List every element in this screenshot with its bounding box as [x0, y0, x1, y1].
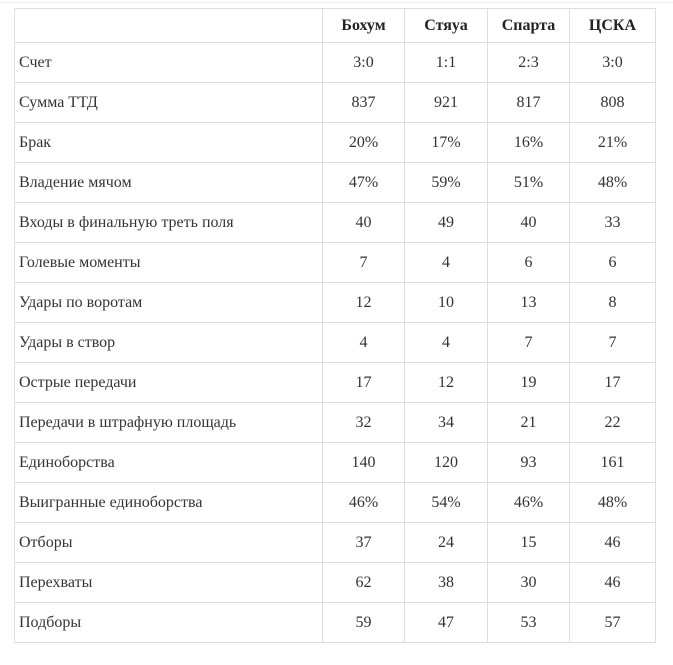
stat-value-cell: 59%: [405, 163, 488, 203]
table-row: [15, 523, 656, 563]
match-stats-table: [14, 8, 656, 643]
stat-value-cell: 47: [405, 603, 488, 643]
stat-value-cell: 17: [323, 363, 405, 403]
stat-value-cell: 46: [570, 523, 656, 563]
stat-value-cell: 37: [323, 523, 405, 563]
stat-label-cell: Счет: [15, 43, 323, 83]
team-header-cell: Бохум: [323, 9, 405, 43]
stat-value-cell: 7: [488, 323, 570, 363]
page-top-divider: [0, 2, 673, 3]
table-row: [15, 243, 656, 283]
team-header-cell: Стяуа: [405, 9, 488, 43]
table-row: [15, 443, 656, 483]
team-header-cell: ЦСКА: [570, 9, 656, 43]
stat-label-cell: Единоборства: [15, 443, 323, 483]
stat-value-cell: 4: [323, 323, 405, 363]
stat-value-cell: 16%: [488, 123, 570, 163]
stat-value-cell: 62: [323, 563, 405, 603]
team-header-cell: Спарта: [488, 9, 570, 43]
stat-value-cell: 46%: [323, 483, 405, 523]
stat-value-cell: 4: [405, 323, 488, 363]
stat-value-cell: 54%: [405, 483, 488, 523]
stat-value-cell: 46: [570, 563, 656, 603]
stat-value-cell: 10: [405, 283, 488, 323]
stat-value-cell: 1:1: [405, 43, 488, 83]
stat-label-cell: Отборы: [15, 523, 323, 563]
stat-value-cell: 21: [488, 403, 570, 443]
stat-value-cell: 837: [323, 83, 405, 123]
header-row: [15, 9, 656, 43]
table-row: [15, 323, 656, 363]
stat-label-cell: Голевые моменты: [15, 243, 323, 283]
table-row: [15, 603, 656, 643]
stat-label-cell: Острые передачи: [15, 363, 323, 403]
stat-value-cell: 19: [488, 363, 570, 403]
stat-value-cell: 4: [405, 243, 488, 283]
stat-label-cell: Удары в створ: [15, 323, 323, 363]
stat-value-cell: 7: [570, 323, 656, 363]
table-row: [15, 123, 656, 163]
corner-cell: [15, 9, 323, 43]
stat-value-cell: 12: [323, 283, 405, 323]
table-row: [15, 203, 656, 243]
stat-label-cell: Брак: [15, 123, 323, 163]
stat-label-cell: Входы в финальную треть поля: [15, 203, 323, 243]
stat-value-cell: 817: [488, 83, 570, 123]
table-row: [15, 43, 656, 83]
table-row: [15, 83, 656, 123]
stat-value-cell: 34: [405, 403, 488, 443]
stat-label-cell: Сумма ТТД: [15, 83, 323, 123]
stat-value-cell: 161: [570, 443, 656, 483]
table-row: [15, 403, 656, 443]
stat-value-cell: 24: [405, 523, 488, 563]
stat-value-cell: 808: [570, 83, 656, 123]
stat-value-cell: 921: [405, 83, 488, 123]
table-row: [15, 283, 656, 323]
stat-label-cell: Подборы: [15, 603, 323, 643]
stat-value-cell: 32: [323, 403, 405, 443]
stat-value-cell: 6: [488, 243, 570, 283]
page: [0, 2, 673, 665]
stat-value-cell: 51%: [488, 163, 570, 203]
stat-label-cell: Передачи в штрафную площадь: [15, 403, 323, 443]
stat-value-cell: 49: [405, 203, 488, 243]
stat-value-cell: 6: [570, 243, 656, 283]
stat-value-cell: 3:0: [570, 43, 656, 83]
stat-value-cell: 17: [570, 363, 656, 403]
stat-label-cell: Выигранные единоборства: [15, 483, 323, 523]
stat-value-cell: 40: [488, 203, 570, 243]
stat-value-cell: 21%: [570, 123, 656, 163]
stat-value-cell: 59: [323, 603, 405, 643]
stat-value-cell: 47%: [323, 163, 405, 203]
stat-value-cell: 30: [488, 563, 570, 603]
stat-value-cell: 57: [570, 603, 656, 643]
stat-value-cell: 46%: [488, 483, 570, 523]
stat-label-cell: Владение мячом: [15, 163, 323, 203]
stat-value-cell: 17%: [405, 123, 488, 163]
table-row: [15, 363, 656, 403]
stat-value-cell: 48%: [570, 163, 656, 203]
stat-value-cell: 120: [405, 443, 488, 483]
stat-value-cell: 15: [488, 523, 570, 563]
stat-value-cell: 38: [405, 563, 488, 603]
stat-value-cell: 8: [570, 283, 656, 323]
stat-label-cell: Перехваты: [15, 563, 323, 603]
stat-value-cell: 22: [570, 403, 656, 443]
table-row: [15, 563, 656, 603]
stat-value-cell: 12: [405, 363, 488, 403]
stat-value-cell: 20%: [323, 123, 405, 163]
stat-value-cell: 2:3: [488, 43, 570, 83]
stat-value-cell: 33: [570, 203, 656, 243]
stat-value-cell: 140: [323, 443, 405, 483]
stat-value-cell: 48%: [570, 483, 656, 523]
stat-value-cell: 3:0: [323, 43, 405, 83]
table-row: [15, 163, 656, 203]
table-row: [15, 483, 656, 523]
stat-label-cell: Удары по воротам: [15, 283, 323, 323]
stat-value-cell: 40: [323, 203, 405, 243]
stat-value-cell: 93: [488, 443, 570, 483]
stat-value-cell: 53: [488, 603, 570, 643]
stat-value-cell: 13: [488, 283, 570, 323]
stat-value-cell: 7: [323, 243, 405, 283]
